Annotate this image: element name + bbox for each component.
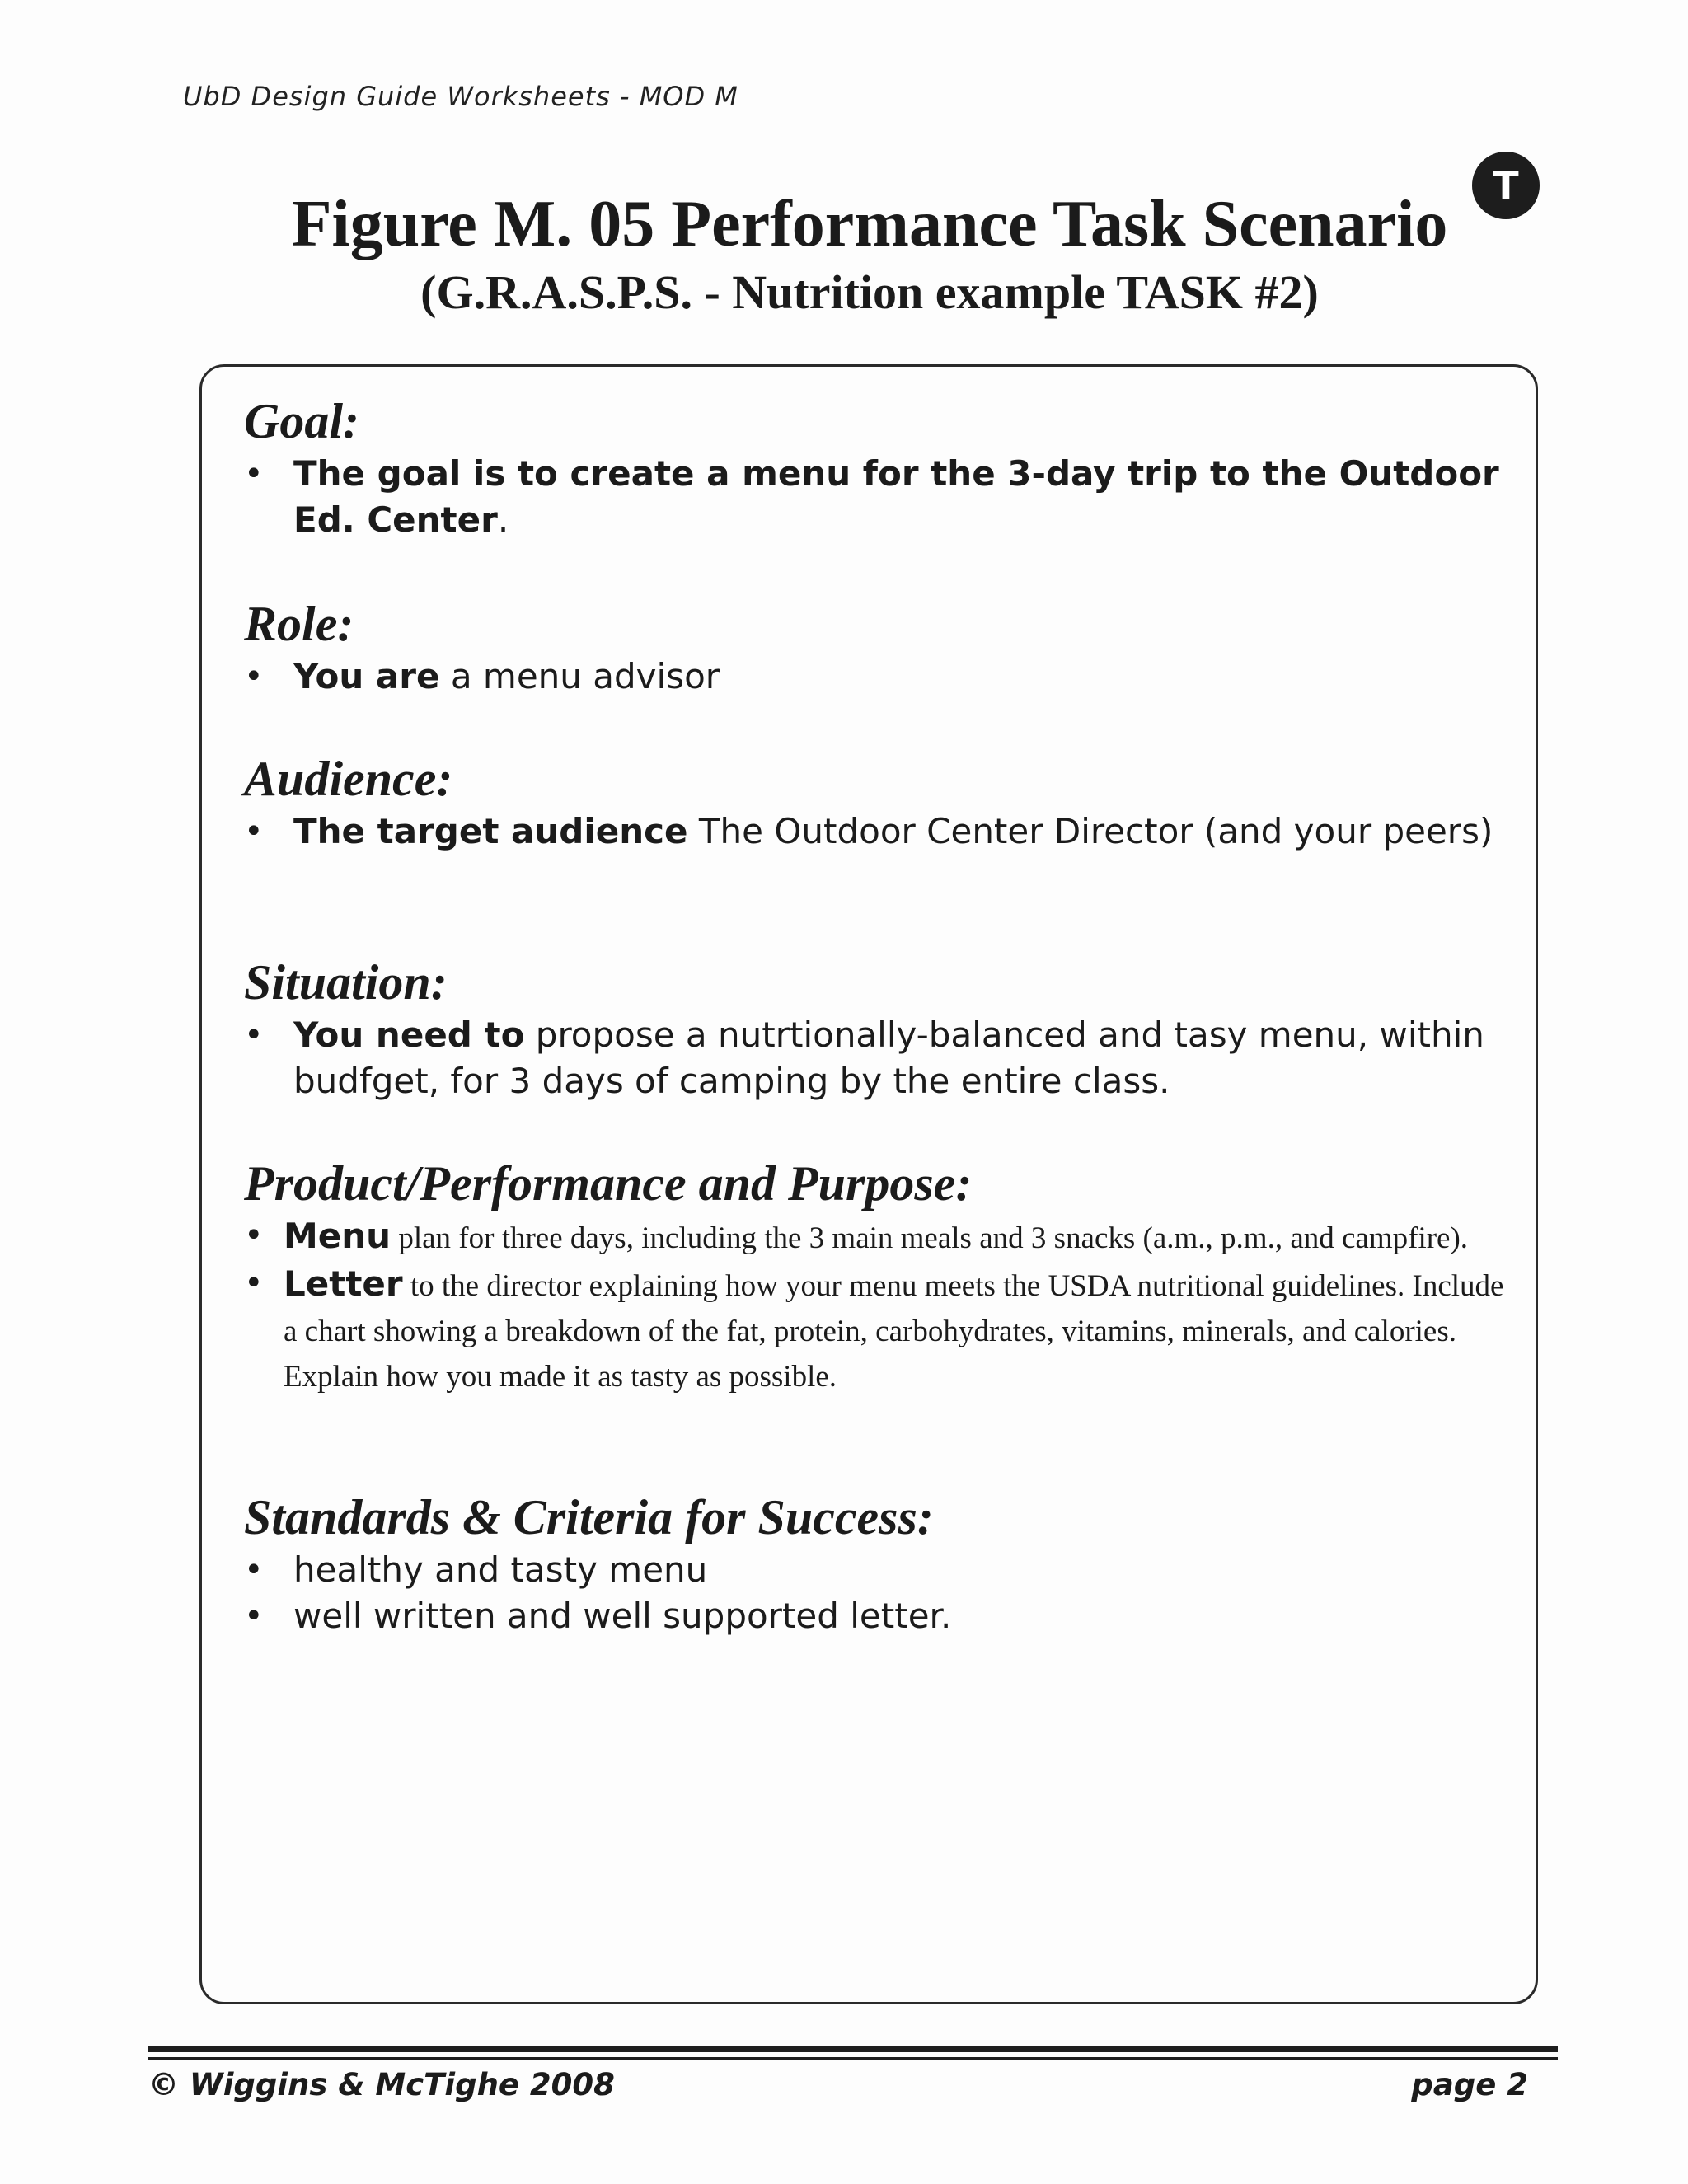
situation-heading: Situation: [244, 955, 448, 1010]
product-item-menu [244, 1213, 1513, 1261]
page-title: Figure M. 05 Performance Task Scenario [291, 188, 1448, 260]
audience-section [244, 749, 1513, 855]
role-section [244, 594, 1513, 700]
product-item-text: plan for three days, including the 3 main meals and 3 snacks (a.m., p.m., and campfire). [391, 1221, 1469, 1255]
product-item-letter [244, 1261, 1513, 1399]
standards-heading: Standards & Criteria for Success: [244, 1490, 934, 1544]
bullet-icon: • [244, 455, 264, 493]
goal-heading: Goal: [244, 394, 359, 448]
page-number: page 2 [1411, 2067, 1528, 2102]
bullet-icon: • [244, 1597, 264, 1635]
teacher-badge: T [1472, 152, 1540, 219]
product-item-text: to the director explaining how your menu meets the USDA nutritional guidelines. Include a chart showing a breakdown of the fat, protein, carbohydrates, vitamins, minerals, and calories. Explain how you made it as tasty as possible. [284, 1269, 1504, 1394]
footer-rule-thin [148, 2057, 1558, 2060]
audience-bullet-lead: The target audience [293, 811, 688, 851]
audience-heading: Audience: [244, 752, 453, 806]
bullet-icon: • [244, 1216, 264, 1254]
running-header: UbD Design Guide Worksheets - MOD M [183, 81, 738, 112]
product-item-lead: Letter [284, 1263, 403, 1304]
footer-rule [148, 2046, 1558, 2052]
standards-item [244, 1547, 1513, 1593]
role-bullet-lead: You are [293, 656, 440, 696]
standards-section [244, 1488, 1513, 1639]
audience-bullet [244, 808, 1513, 855]
situation-bullet-tail: propose a nutrtionally-balanced and tasy menu, within budfget, for 3 days of camping by the entire class. [293, 1015, 1484, 1101]
product-section [244, 1154, 1513, 1399]
goal-bullet-tail: . [497, 499, 509, 540]
standards-item-text: healthy and tasty menu [293, 1549, 708, 1590]
bullet-icon: • [244, 1551, 264, 1589]
product-item-lead: Menu [284, 1216, 392, 1256]
standards-item-text: well written and well supported letter. [293, 1596, 952, 1636]
product-heading: Product/Performance and Purpose: [244, 1156, 973, 1211]
page-subtitle: (G.R.A.S.P.S. - Nutrition example TASK #2) [420, 265, 1319, 319]
goal-section [244, 391, 1513, 543]
situation-bullet-lead: You need to [293, 1015, 525, 1055]
bullet-icon: • [244, 1264, 264, 1302]
role-bullet-tail: a menu advisor [439, 656, 720, 696]
role-bullet [244, 654, 1513, 700]
role-heading: Role: [244, 597, 354, 651]
situation-bullet [244, 1012, 1513, 1104]
goal-bullet-lead: The goal is to create a menu for the 3-day trip to the Outdoor Ed. Center [293, 453, 1499, 540]
copyright: © Wiggins & McTighe 2008 [148, 2067, 615, 2102]
goal-bullet [244, 451, 1513, 543]
bullet-icon: • [244, 813, 264, 851]
situation-section [244, 953, 1513, 1104]
standards-item [244, 1593, 1513, 1639]
bullet-icon: • [244, 1016, 264, 1054]
audience-bullet-tail: The Outdoor Center Director (and your peers) [687, 811, 1493, 851]
bullet-icon: • [244, 658, 264, 696]
